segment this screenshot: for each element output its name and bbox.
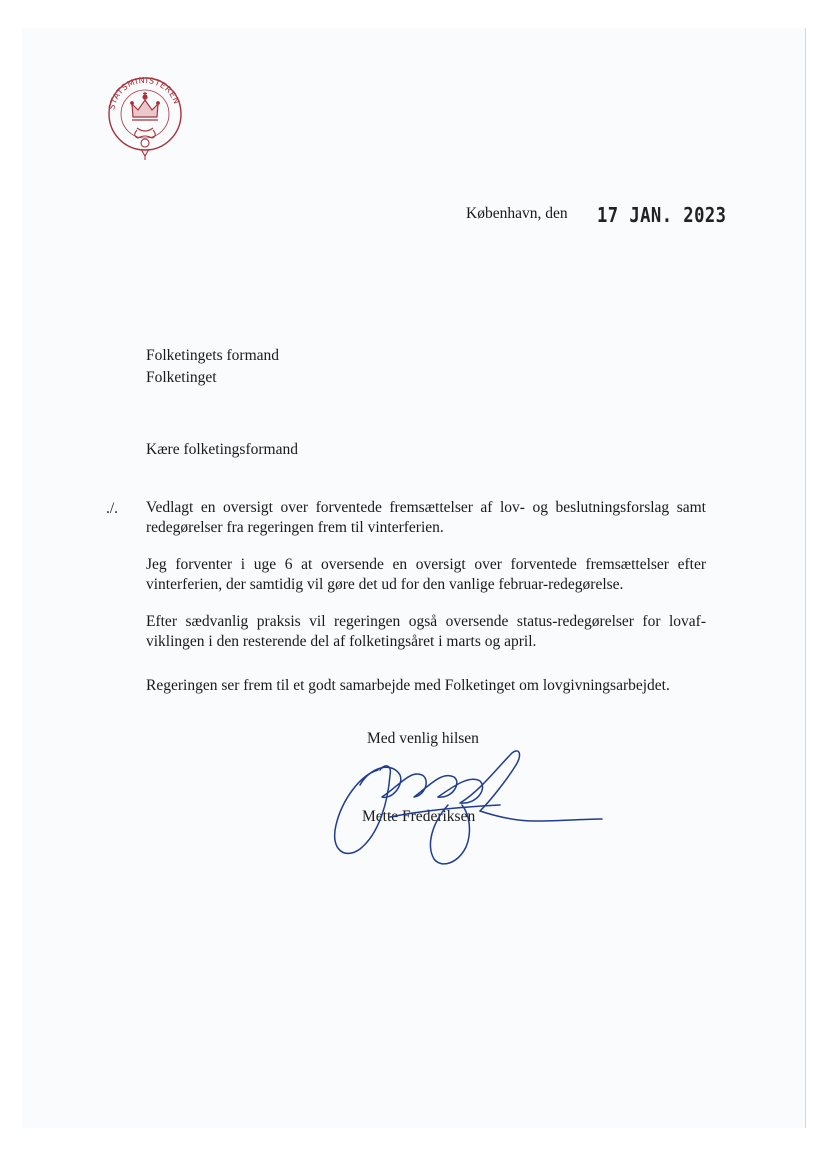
date-stamp: 17 JAN. 2023 bbox=[597, 203, 727, 227]
place-and-date-label: København, den bbox=[466, 205, 568, 222]
signer-name: Mette Frederiksen bbox=[362, 808, 476, 825]
body-paragraph-1: Vedlagt en oversigt over forventede fremsættelser af lov- og beslutningsforslag samt redegørelser fra regeringen frem til vinterferien. bbox=[146, 499, 706, 536]
statsministeren-seal-icon bbox=[104, 72, 186, 162]
seal-text: STATSMINISTEREN bbox=[106, 74, 183, 111]
recipient-line-2: Folketinget bbox=[146, 369, 217, 386]
recipient-line-1: Folketingets formand bbox=[146, 347, 280, 364]
body-paragraph-2: Jeg forventer i uge 6 at oversende en oversigt over forventede fremsættelser efter vinterferien, der samtidig vil gøre det ud for den vanlige februar-redegørelse. bbox=[146, 556, 706, 593]
body-paragraph-3: Efter sædvanlig praksis vil regeringen også oversende status-redegørelser for lovaf-viklingen i den resterende del af folketingsåret i marts og april. bbox=[146, 613, 706, 650]
enclosure-marker: ./. bbox=[106, 500, 119, 517]
closing-phrase: Med venlig hilsen bbox=[367, 730, 479, 747]
handwritten-signature bbox=[330, 745, 610, 870]
body-paragraph-4: Regeringen ser frem til et godt samarbejde med Folketinget om lovgivningsarbejdet. bbox=[146, 677, 670, 694]
paper-edge bbox=[805, 28, 806, 1128]
salutation: Kære folketingsformand bbox=[146, 441, 298, 458]
